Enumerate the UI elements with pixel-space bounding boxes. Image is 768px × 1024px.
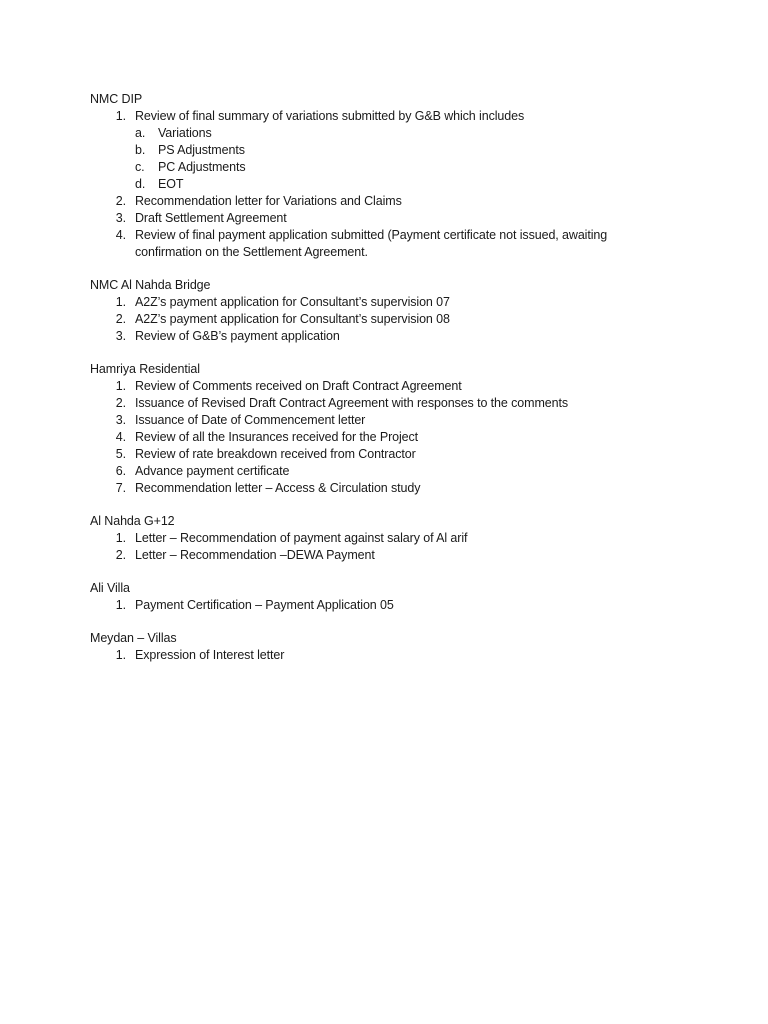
- item-number: 1.: [115, 109, 126, 123]
- item-number: 3.: [115, 413, 126, 427]
- section-ali-villa: [90, 580, 650, 614]
- list-item: [90, 547, 650, 564]
- list-item: [90, 395, 650, 412]
- section-al-nahda-g12: [90, 513, 650, 564]
- list-item: [90, 227, 650, 261]
- list-item: [90, 378, 650, 395]
- item-number: 5.: [115, 447, 126, 461]
- item-number: 1.: [115, 531, 126, 545]
- item-number: 6.: [115, 464, 126, 478]
- item-number: 2.: [115, 396, 126, 410]
- list-item: [90, 311, 650, 328]
- sub-list-item: [90, 142, 650, 159]
- item-number: 2.: [115, 548, 126, 562]
- section-heading: NMC DIP: [90, 92, 143, 106]
- list-item: [90, 328, 650, 345]
- item-number: 1.: [115, 598, 126, 612]
- item-text: Letter – Recommendation of payment against salary of Al arif: [135, 531, 468, 545]
- item-text: Expression of Interest letter: [135, 648, 285, 662]
- item-text: Review of final summary of variations submitted by G&B which includes: [135, 109, 525, 123]
- list-item: [90, 446, 650, 463]
- sub-item-text: Variations: [158, 126, 212, 140]
- section-hamriya-residential: [90, 361, 650, 497]
- item-text: Recommendation letter for Variations and Claims: [135, 194, 402, 208]
- sub-item-text: PC Adjustments: [158, 160, 246, 174]
- section-meydan-villas: [90, 630, 650, 664]
- item-text: A2Z’s payment application for Consultant’s supervision 07: [135, 295, 450, 309]
- list-item: [90, 530, 650, 547]
- section-heading: Meydan – Villas: [90, 631, 177, 645]
- item-text: Issuance of Revised Draft Contract Agreement with responses to the comments: [135, 396, 568, 410]
- item-number: 7.: [115, 481, 126, 495]
- section-heading: NMC Al Nahda Bridge: [90, 278, 211, 292]
- section-heading: Al Nahda G+12: [90, 514, 175, 528]
- sub-item-text: EOT: [158, 177, 184, 191]
- item-text: Review of all the Insurances received for the Project: [135, 430, 419, 444]
- section-nmc-al-nahda-bridge: [90, 277, 650, 345]
- item-text: Review of G&B’s payment application: [135, 329, 340, 343]
- item-number: 1.: [115, 295, 126, 309]
- list-item: [90, 429, 650, 446]
- item-text: Draft Settlement Agreement: [135, 211, 287, 225]
- sub-item-letter: a.: [135, 126, 146, 140]
- item-text: A2Z’s payment application for Consultant’s supervision 08: [135, 312, 450, 326]
- sub-item-letter: c.: [135, 160, 145, 174]
- item-number: 2.: [115, 194, 126, 208]
- item-number: 3.: [115, 211, 126, 225]
- list-item: [90, 412, 650, 429]
- item-number: 2.: [115, 312, 126, 326]
- item-number: 4.: [115, 430, 126, 444]
- sub-item-letter: d.: [135, 177, 146, 191]
- section-heading: Hamriya Residential: [90, 362, 200, 376]
- list-item: [90, 108, 650, 125]
- item-text: Review of rate breakdown received from Contractor: [135, 447, 416, 461]
- list-item: [90, 647, 650, 664]
- list-item: [90, 480, 650, 497]
- list-item: [90, 463, 650, 480]
- item-text: Review of Comments received on Draft Contract Agreement: [135, 379, 462, 393]
- sub-list-item: [90, 125, 650, 142]
- item-text: Review of final payment application submitted (Payment certificate not issued, awaiting confirmation on the Settlement Agreement.: [135, 228, 608, 259]
- list-item: [90, 210, 650, 227]
- item-text: Letter – Recommendation –DEWA Payment: [135, 548, 375, 562]
- section-heading: Ali Villa: [90, 581, 130, 595]
- sub-list-item: [90, 176, 650, 193]
- sub-item-text: PS Adjustments: [158, 143, 245, 157]
- item-text: Advance payment certificate: [135, 464, 290, 478]
- list-item: [90, 193, 650, 210]
- item-text: Recommendation letter – Access & Circulation study: [135, 481, 421, 495]
- section-nmc-dip: [90, 91, 650, 261]
- item-text: Issuance of Date of Commencement letter: [135, 413, 366, 427]
- sub-item-letter: b.: [135, 143, 146, 157]
- list-item: [90, 294, 650, 311]
- item-number: 1.: [115, 379, 126, 393]
- sub-list-item: [90, 159, 650, 176]
- item-number: 3.: [115, 329, 126, 343]
- item-number: 1.: [115, 648, 126, 662]
- document-body: [90, 91, 650, 680]
- list-item: [90, 597, 650, 614]
- item-number: 4.: [115, 228, 126, 242]
- item-text: Payment Certification – Payment Application 05: [135, 598, 394, 612]
